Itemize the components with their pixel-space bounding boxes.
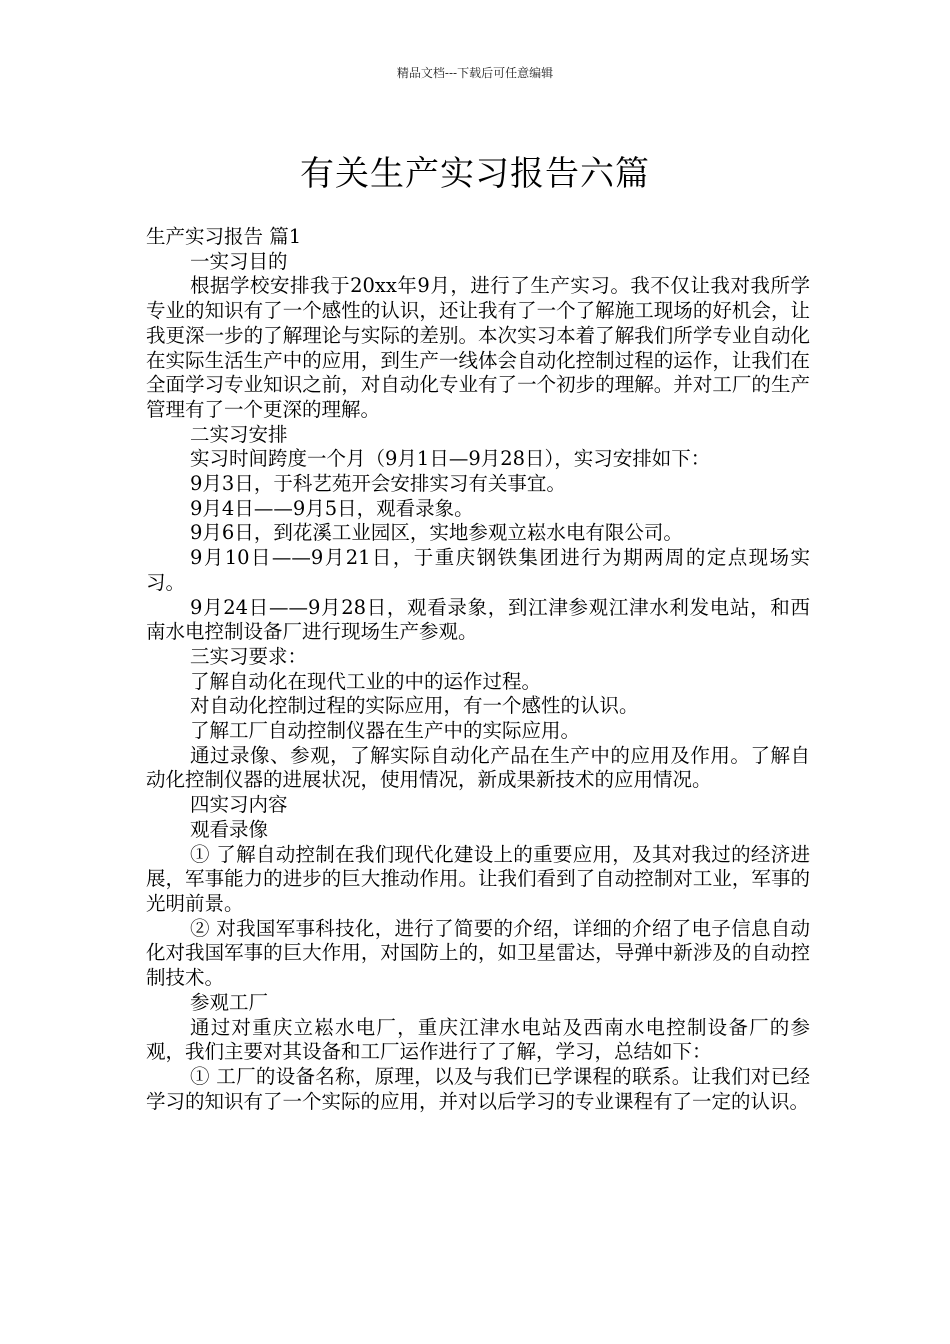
body-paragraph: ② 对我国军事科技化，进行了简要的介绍，详细的介绍了电子信息自动化对我国军事的巨大作用，对国防上的，如卫星雷达，导弹中新涉及的自动控制技术。	[146, 916, 810, 990]
body-paragraph: 根据学校安排我于20xx年9月，进行了生产实习。我不仅让我对我所学专业的知识有了一个感性的认识，还让我有了一个了解施工现场的好机会，让我更深一步的了解理论与实际的差别。本次实习本着了解我们所学专业自动化在实际生活生产中的应用，到生产一线体会自动化控制过程的运作，让我们在全面学习专业知识之前，对自动化专业有了一个初步的理解。并对工厂的生产管理有了一个更深的理解。	[146, 274, 810, 421]
body-paragraph: 9月6日，到花溪工业园区，实地参观立崧水电有限公司。	[190, 521, 683, 545]
body-paragraph: 了解自动化在现代工业的中的运作过程。	[190, 669, 542, 693]
body-paragraph: 对自动化控制过程的实际应用，有一个感性的认识。	[190, 694, 639, 718]
body-paragraph: 三实习要求：	[190, 644, 308, 668]
body-paragraph: ① 了解自动控制在我们现代化建设上的重要应用，及其对我过的经济进展，军事能力的进步的巨大推动作用。让我们看到了自动控制对工业，军事的光明前景。	[146, 842, 810, 915]
body-paragraph: ① 工厂的设备名称，原理，以及与我们已学课程的联系。让我们对已经学习的知识有了一个实际的应用，并对以后学习的专业课程有了一定的认识。	[146, 1064, 810, 1113]
body-paragraph: 9月10日——9月21日，于重庆钢铁集团进行为期两周的定点现场实习。	[146, 546, 810, 594]
body-paragraph: 一实习目的	[190, 249, 288, 273]
body-paragraph: 了解工厂自动控制仪器在生产中的实际应用。	[190, 719, 581, 743]
body-paragraph: 生产实习报告 篇1	[146, 225, 302, 248]
page-header-note: 精品文档---下载后可任意编辑	[396, 66, 554, 80]
body-paragraph: 实习时间跨度一个月（9月1日—9月28日），实习安排如下：	[190, 447, 711, 471]
body-paragraph: 参观工厂	[190, 990, 269, 1014]
document-title: 有关生产实习报告六篇	[300, 153, 650, 194]
body-paragraph: 通过对重庆立崧水电厂，重庆江津水电站及西南水电控制设备厂的参观，我们主要对其设备和工厂运作进行了了解，学习，总结如下：	[146, 1015, 810, 1064]
body-paragraph: 9月24日——9月28日，观看录象，到江津参观江津水利发电站，和西南水电控制设备厂进行现场生产参观。	[146, 595, 810, 644]
body-paragraph: 9月3日，于科艺苑开会安排实习有关事宜。	[190, 472, 566, 496]
body-paragraph: 9月4日——9月5日，观看录象。	[190, 496, 474, 520]
body-paragraph: 观看录像	[190, 817, 269, 841]
body-paragraph: 通过录像、参观，了解实际自动化产品在生产中的应用及作用。了解自动化控制仪器的进展状况，使用情况，新成果新技术的应用情况。	[146, 743, 810, 792]
document-body	[146, 225, 810, 1114]
body-paragraph: 四实习内容	[190, 793, 288, 817]
body-paragraph: 二实习安排	[190, 422, 288, 446]
